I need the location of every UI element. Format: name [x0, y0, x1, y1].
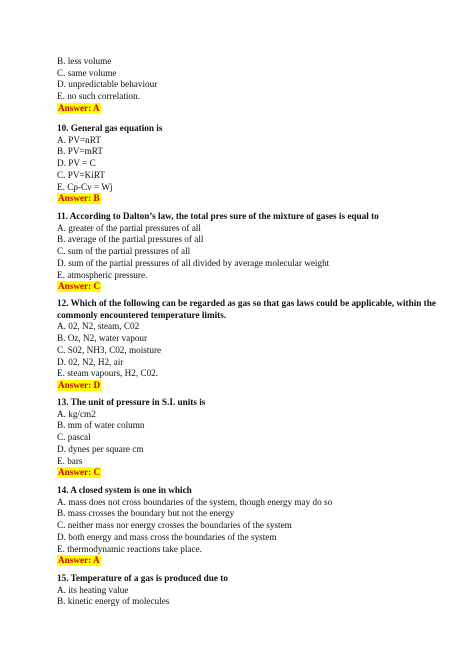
- option-c: C. pascal: [57, 432, 91, 443]
- answer-highlight: Answer: D: [58, 379, 101, 390]
- option-a: A. mass does not cross boundaries of the system, though energy may do so: [57, 496, 333, 507]
- option-e: E. Cp-Cv = Wj: [57, 181, 113, 192]
- question-12: [57, 298, 457, 392]
- option-b: B. PV=mRT: [57, 146, 103, 157]
- option-c: C. neither mass nor energy crosses the boundaries of the system: [57, 520, 292, 531]
- option-d: D. unpredictable behaviour: [57, 79, 158, 90]
- option-e: E. no such correlation.: [57, 91, 140, 102]
- question-text: 12. Which of the following can be regarded as gas so that gas laws could be applicable, within the commonly encountered temperature limits.: [57, 298, 436, 320]
- question-text: 15. Temperature of a gas is produced due to: [57, 573, 228, 583]
- question-text: 11. According to Dalton’s law, the total pres sure of the mixture of gases is equal to: [57, 211, 379, 221]
- question-9-continued: [57, 56, 457, 115]
- option-b: B. average of the partial pressures of all: [57, 234, 204, 245]
- option-e: E. steam vapours, H2, C02.: [57, 368, 159, 379]
- option-d: D. sum of the partial pressures of all divided by average molecular weight: [57, 257, 330, 268]
- option-a: A. PV=nRT: [57, 134, 101, 145]
- option-e: E. atmospheric pressure.: [57, 269, 148, 280]
- option-a: A. 02, N2, steam, C02: [57, 321, 140, 332]
- answer-highlight: Answer: A: [58, 555, 100, 566]
- option-d: D. dynes per square cm: [57, 443, 144, 454]
- option-b: B. mass crosses the boundary but not the energy: [57, 508, 235, 519]
- option-a: A. greater of the partial pressures of all: [57, 222, 201, 233]
- question-11: [57, 211, 457, 293]
- option-d: D. 02, N2, H2, air: [57, 356, 124, 367]
- answer-highlight: Answer: C: [58, 467, 101, 478]
- question-text: 13. The unit of pressure in S.I. units is: [57, 397, 206, 407]
- question-text: 14. A closed system is one in which: [57, 485, 192, 495]
- answer-highlight: Answer: C: [58, 281, 101, 292]
- option-c: C. same volume: [57, 67, 117, 78]
- question-13: [57, 397, 457, 479]
- option-a: A. kg/cm2: [57, 408, 96, 419]
- option-c: C. S02, NH3, C02, moisture: [57, 344, 162, 355]
- option-d: D. PV = C: [57, 158, 96, 169]
- option-b: B. kinetic energy of molecules: [57, 596, 170, 607]
- question-15: [57, 573, 457, 608]
- option-b: B. less volume: [57, 56, 112, 66]
- question-14: [57, 485, 457, 567]
- option-c: C. sum of the partial pressures of all: [57, 246, 191, 257]
- option-b: B. mm of water column: [57, 420, 145, 431]
- option-e: E. bars: [57, 455, 83, 466]
- option-e: E. thermodynamic reactions take place.: [57, 543, 202, 554]
- option-d: D. both energy and mass cross the boundaries of the system: [57, 531, 277, 542]
- answer-highlight: Answer: A: [58, 102, 100, 113]
- option-b: B. Oz, N2, water vapour: [57, 333, 148, 344]
- answer-highlight: Answer: B: [58, 193, 100, 204]
- option-c: C. PV=KiRT: [57, 169, 106, 180]
- question-10: [57, 123, 457, 205]
- question-text: 10. General gas equation is: [57, 123, 163, 133]
- option-a: A. its heating value: [57, 584, 129, 595]
